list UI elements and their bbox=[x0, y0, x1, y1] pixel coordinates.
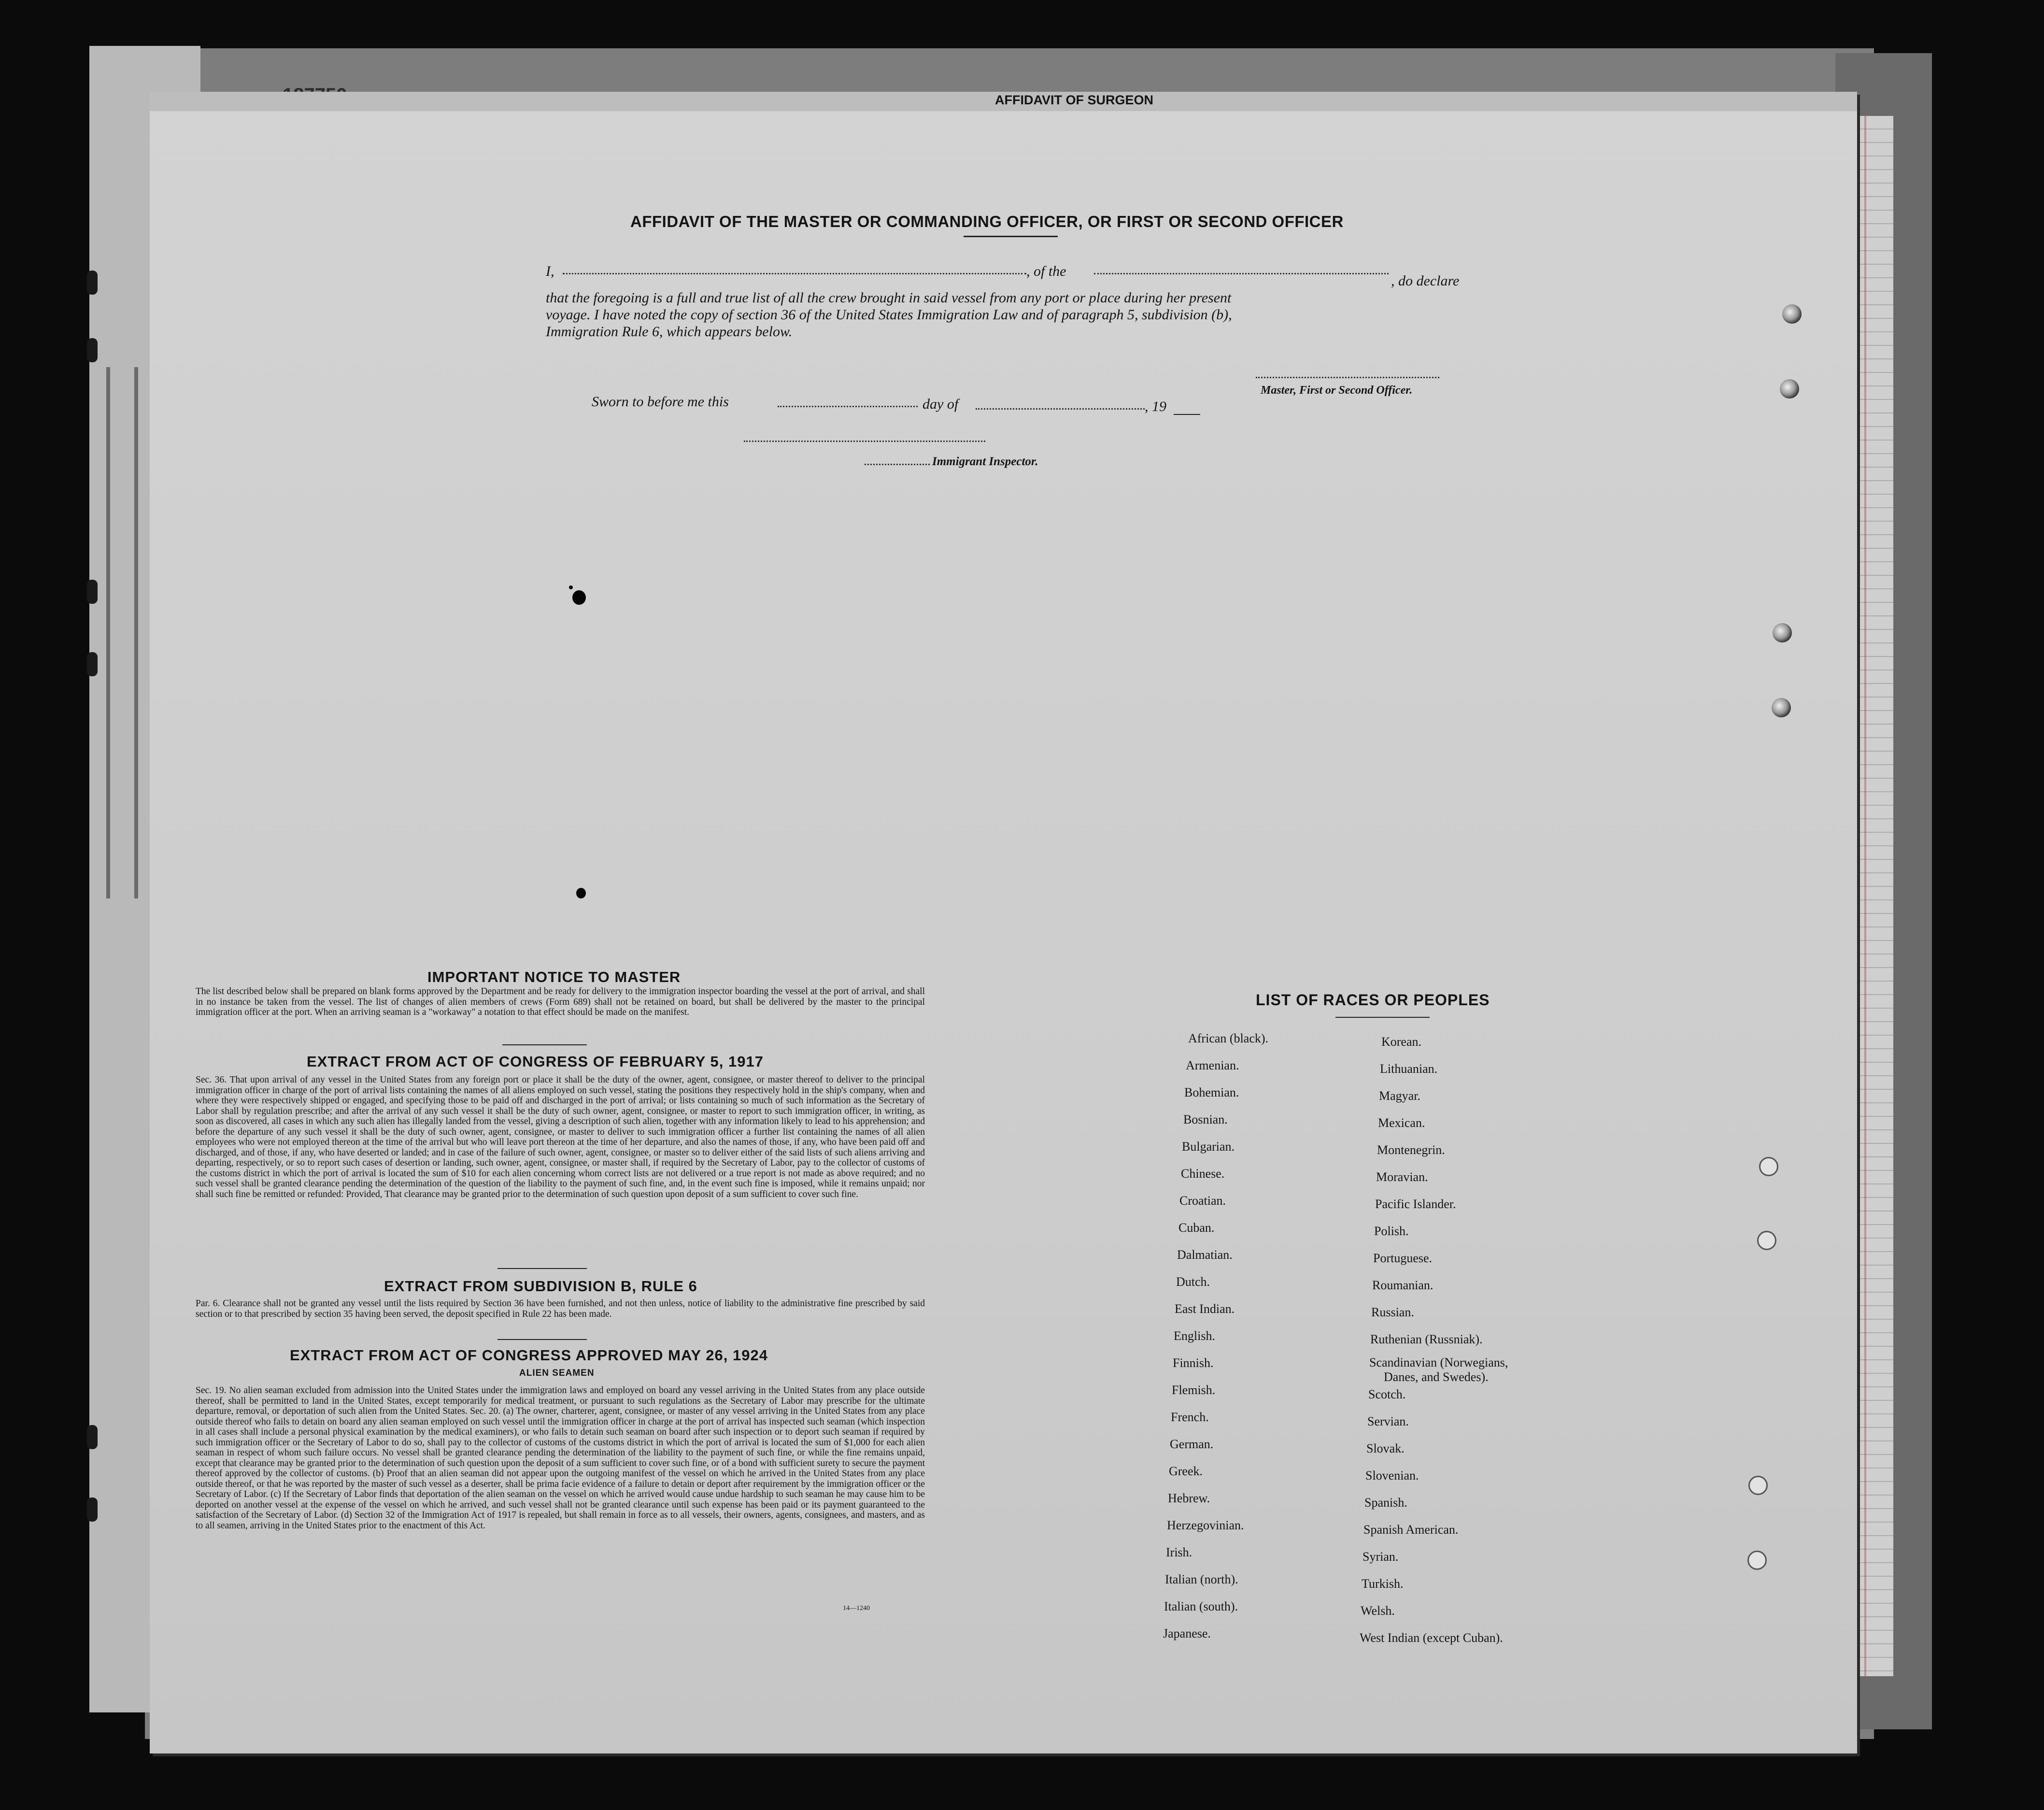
binder-hole bbox=[1747, 1551, 1767, 1570]
inspector-label: Immigrant Inspector. bbox=[932, 455, 1038, 468]
affidavit-i: I, bbox=[546, 263, 554, 279]
ink-blot bbox=[572, 590, 586, 605]
race-item: Ruthenian (Russniak). bbox=[1370, 1332, 1483, 1346]
sworn-text: Sworn to before me this bbox=[592, 394, 729, 410]
affidavit-line-2: that the foregoing is a full and true list of all the crew brought in said vessel from any port or place during her present bbox=[546, 290, 1232, 306]
binder-hole bbox=[1780, 379, 1799, 399]
race-item: Spanish American. bbox=[1363, 1523, 1459, 1537]
affidavit-declare: , do declare bbox=[1391, 273, 1460, 289]
notice-text: The list described below shall be prepared on blank forms approved by the Department and be ready for delivery to the immigration inspector boarding the vessel at the port of arrival, and shall in no instance be taken from the vessel. The list of changes of alien members of crews (Form 689) shall not be retained on board, but shall be delivered by the master to the principal immigration officer at the port. When an arriving seaman is a "workaway" a notation to that effect should be made on the manifest. bbox=[196, 986, 925, 1017]
binder-hole bbox=[1782, 304, 1802, 324]
binding-mark bbox=[87, 1497, 98, 1522]
extract-1924-text: Sec. 19. No alien seaman excluded from admission into the United States under the immigration laws and employed on board any vessel arriving in the United States from any place outside thereof, shall be permitted to land in the United States, except temporarily for medical treatment, or pursuant to such regulations as the Secretary of Labor may prescribe for the ultimate departure, removal, or deportation of such alien from the United States. Sec. 20. (a) The owner, charterer, agent, consignee, or master of any vessel arriving in the United States from any place outside thereof who fails to detain on board any alien seaman employed on such vessel until the immigration officer in charge at the port of arrival has inspected such seaman (which inspection in all cases shall include a personal physical examination by the medical examiners), or who fails to detain such seaman on board after such inspection or to deport such seaman if required by such immigration officer or the Secretary of Labor to do so, shall pay to the collector of customs of the customs district in which the port of arrival is located the sum of $1,000 for each alien seaman in respect of whom such failure occurs. No vessel shall be granted clearance pending the determination of the liability to the payment of such fine, or while the fine remains unpaid, except that clearance may be granted prior to the determination of such question upon the deposit of a sum sufficient to cover such fine, or of a bond with sufficient surety to secure the payment thereof approved by the collector of customs. (b) Proof that an alien seaman did not appear upon the outgoing manifest of the vessel on which he arrived in the United States from any place outside thereof, or that he was reported by the master of such vessel as a deserter, shall be prima facie evidence of a failure to detain or deport after requirement by the immigration officer or the Secretary of Labor. (c) If the Secretary of Labor finds that deportation of the alien seaman on the vessel on which he arrived would cause undue hardship to such seaman he may cause him to be deported on another vessel at the expense of the vessel on which he arrived, and such vessel shall not be granted clearance until such expense has been paid or its payment guaranteed to the satisfaction of the Secretary of Labor. (d) Section 32 of the Immigration Act of 1917 is repealed, but shall remain in force as to all vessels, their owners, agents, consignees, and masters, and as to all seamen, arriving in the United States prior to the enactment of this Act. bbox=[196, 1385, 925, 1531]
race-item: Cuban. bbox=[1178, 1221, 1215, 1235]
race-item: Lithuanian. bbox=[1380, 1062, 1438, 1076]
race-item: Roumanian. bbox=[1372, 1278, 1434, 1292]
race-item: Danes, and Swedes). bbox=[1384, 1370, 1489, 1384]
race-item: East Indian. bbox=[1175, 1302, 1235, 1316]
race-item: Chinese. bbox=[1181, 1167, 1225, 1181]
race-item: Pacific Islander. bbox=[1375, 1197, 1456, 1211]
race-item: Slovak. bbox=[1366, 1441, 1405, 1455]
binding-mark bbox=[87, 271, 98, 295]
race-item: Irish. bbox=[1166, 1545, 1192, 1559]
binding-mark bbox=[87, 580, 98, 604]
alien-seamen-subtitle: ALIEN SEAMEN bbox=[519, 1368, 595, 1378]
race-item: Dalmatian. bbox=[1177, 1248, 1233, 1262]
race-item: Finnish. bbox=[1173, 1356, 1214, 1370]
race-item: Italian (north). bbox=[1165, 1572, 1238, 1586]
race-item: Korean. bbox=[1381, 1035, 1422, 1049]
surgeon-tab-label: AFFIDAVIT OF SURGEON bbox=[995, 93, 1153, 107]
binding-mark bbox=[87, 652, 98, 676]
title-underline bbox=[964, 236, 1058, 237]
race-item: Polish. bbox=[1374, 1224, 1409, 1238]
sworn-day-of: day of bbox=[923, 396, 959, 412]
name-field-line bbox=[563, 273, 1026, 274]
binder-hole bbox=[1757, 1231, 1776, 1250]
race-item: French. bbox=[1171, 1410, 1209, 1424]
race-item: West Indian (except Cuban). bbox=[1360, 1631, 1503, 1645]
race-item: Flemish. bbox=[1172, 1383, 1216, 1397]
extract-1924-title: EXTRACT FROM ACT OF CONGRESS APPROVED MAY 26, 1924 bbox=[290, 1347, 768, 1364]
form-number: 14—1240 bbox=[843, 1605, 870, 1612]
race-item: Turkish. bbox=[1362, 1577, 1404, 1591]
races-title: LIST OF RACES OR PEOPLES bbox=[1256, 991, 1490, 1009]
race-item: Moravian. bbox=[1376, 1170, 1428, 1184]
affidavit-line-3: voyage. I have noted the copy of section 36 of the United States Immigration Law and of paragraph 5, subdivision (b), bbox=[546, 307, 1232, 323]
race-item: Greek. bbox=[1169, 1464, 1203, 1478]
race-item: Welsh. bbox=[1361, 1604, 1395, 1618]
race-item: Hebrew. bbox=[1168, 1491, 1210, 1505]
bleed-through-marks bbox=[106, 367, 138, 898]
notice-title: IMPORTANT NOTICE TO MASTER bbox=[427, 969, 681, 985]
ledger-margin-line bbox=[1864, 116, 1866, 1676]
race-item: Japanese. bbox=[1163, 1626, 1211, 1640]
extract-rule6-title: EXTRACT FROM SUBDIVISION B, RULE 6 bbox=[384, 1278, 697, 1295]
race-item: Herzegovinian. bbox=[1167, 1518, 1244, 1532]
affidavit-title: AFFIDAVIT OF THE MASTER OR COMMANDING OFFICER, OR FIRST OR SECOND OFFICER bbox=[630, 213, 1344, 230]
affidavit-of-the: , of the bbox=[1026, 263, 1066, 279]
binder-hole bbox=[1773, 623, 1792, 642]
extract-1917-title: EXTRACT FROM ACT OF CONGRESS OF FEBRUARY 5, 1917 bbox=[307, 1053, 764, 1070]
race-item: Bohemian. bbox=[1184, 1085, 1239, 1099]
races-title-underline bbox=[1335, 1017, 1430, 1018]
race-item: German. bbox=[1170, 1437, 1214, 1451]
race-item: Portuguese. bbox=[1373, 1251, 1433, 1265]
race-item: African (black). bbox=[1188, 1031, 1269, 1045]
race-item: Bulgarian. bbox=[1182, 1140, 1235, 1154]
sworn-year: , 19 bbox=[1145, 399, 1166, 414]
race-item: Bosnian. bbox=[1183, 1112, 1228, 1126]
affidavit-line-4: Immigration Rule 6, which appears below. bbox=[546, 324, 793, 340]
race-item: English. bbox=[1174, 1329, 1215, 1343]
race-item: Slovenian. bbox=[1365, 1468, 1419, 1482]
divider bbox=[497, 1339, 587, 1340]
race-item: Spanish. bbox=[1364, 1496, 1407, 1510]
race-item: Magyar. bbox=[1379, 1089, 1420, 1103]
race-item: Syrian. bbox=[1363, 1550, 1399, 1564]
binder-hole bbox=[1759, 1157, 1778, 1176]
race-item: Montenegrin. bbox=[1377, 1143, 1445, 1157]
extract-1917-text: Sec. 36. That upon arrival of any vessel in the United States from any foreign port or place it shall be the duty of the owner, agent, consignee, or master thereof to deliver to the principal immigration officer in charge of the port of arrival lists containing the names of all aliens employed on such vessel, stating the positions they respectively hold in the ship's company, when and where they were respectively shipped or engaged, and specifying those to be paid off and discharged in the port of arrival; or lists containing so much of such information as the Secretary of Labor shall by regulation prescribe; and after the arrival of any such vessel it shall be the duty of such owner, agent, consignee, or master to report to such immigration officer, in writing, as soon as discovered, all cases in which any such alien has illegally landed from the vessel, giving a description of such alien, together with any information likely to lead to his apprehension; and before the departure of any such vessel it shall be the duty of such owner, agent, consignee, or master to deliver to such immigration officer a further list containing the names of all alien employees who were not employed thereon at the time of the arrival but who will leave port thereon at the time of her departure, and also the names of those, if any, who have been paid off and discharged, and of those, if any, who have deserted or landed; and in case of the failure of such owner, agent, consignee, or master so to deliver either of the said lists of such aliens arriving and departing, respectively, or so to report such cases of desertion or landing, such owner, agent, consignee, or master shall, if required by the Secretary of Labor, pay to the collector of customs of the customs district in which the port of arrival is located the sum of $10 for each alien concerning whom correct lists are not delivered or a true report is not made as above required; and no such vessel shall be granted clearance pending the determination of the question of the liability to the payment of such fine, and, in the event such fine is imposed, while it remains unpaid; nor shall such fine be remitted or refunded: Provided, That clearance may be granted prior to the determination of such question upon deposit of a sum sufficient to cover such fine. bbox=[196, 1075, 925, 1199]
master-signature-label: Master, First or Second Officer. bbox=[1261, 384, 1413, 397]
race-item: Italian (south). bbox=[1164, 1599, 1238, 1613]
year-field-line bbox=[1174, 414, 1200, 415]
race-item: Servian. bbox=[1367, 1414, 1409, 1428]
race-item: Mexican. bbox=[1378, 1116, 1425, 1130]
sworn-day-line bbox=[778, 406, 918, 407]
binding-mark bbox=[87, 338, 98, 362]
race-item: Russian. bbox=[1371, 1305, 1414, 1319]
inspector-prefix-line bbox=[865, 464, 930, 465]
race-item: Scandinavian (Norwegians, bbox=[1369, 1355, 1508, 1369]
race-item: Armenian. bbox=[1186, 1058, 1239, 1072]
race-item: Dutch. bbox=[1176, 1275, 1210, 1289]
inspector-signature-line bbox=[744, 441, 985, 442]
sworn-month-line bbox=[976, 408, 1145, 410]
binder-hole bbox=[1772, 698, 1791, 717]
binder-hole bbox=[1748, 1476, 1768, 1495]
ink-blot bbox=[569, 585, 573, 589]
binding-mark bbox=[87, 1425, 98, 1449]
extract-rule6-text: Par. 6. Clearance shall not be granted any vessel until the lists required by Section 36 have been furnished, and not then unless, notice of liability to the administrative fine prescribed by said section or to that prescribed by section 35 having been served, the deposit specified in Rule 22 has been made. bbox=[196, 1298, 925, 1319]
vessel-field-line bbox=[1094, 273, 1389, 274]
ink-blot bbox=[576, 888, 586, 898]
divider bbox=[502, 1044, 587, 1045]
divider bbox=[497, 1268, 587, 1269]
race-item: Scotch. bbox=[1368, 1387, 1406, 1401]
race-item: Croatian. bbox=[1179, 1194, 1226, 1208]
master-signature-line bbox=[1256, 377, 1439, 378]
